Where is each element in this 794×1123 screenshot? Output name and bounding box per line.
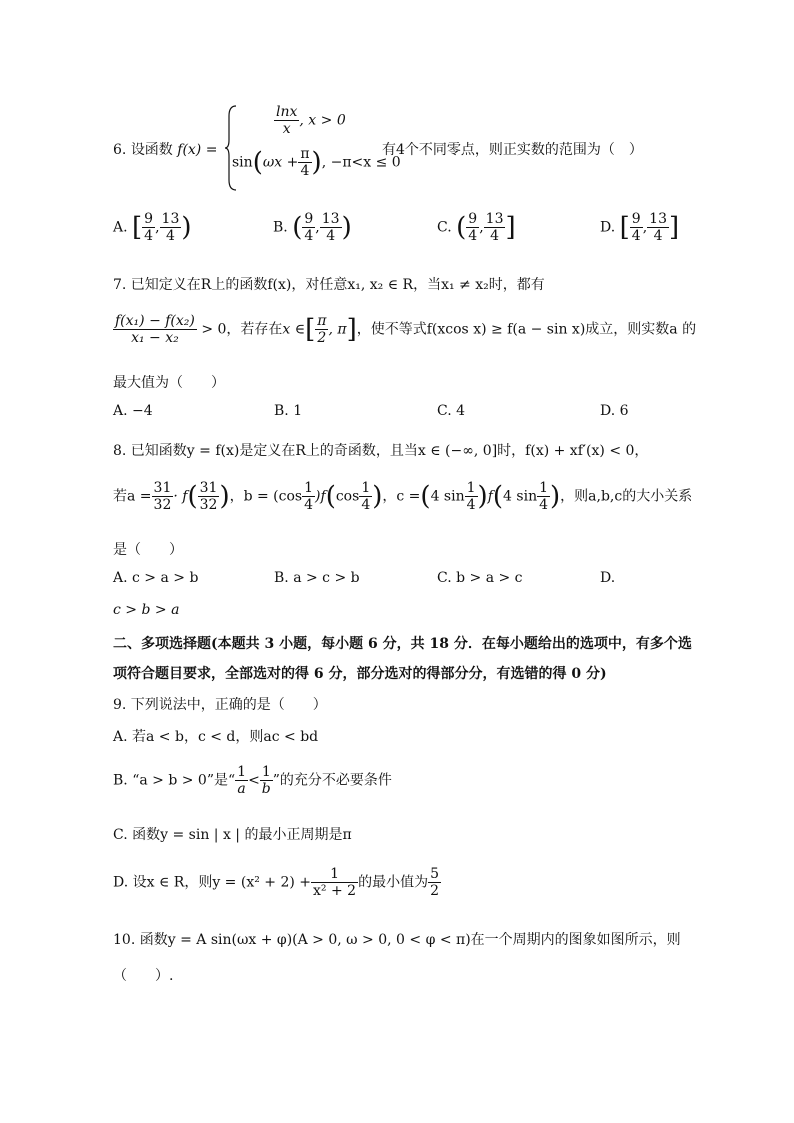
q6-stem-lead: 6. 设函数 f(x) = [113, 142, 218, 158]
q8-line3: 是（ ） [113, 542, 183, 558]
section2-line1: 二、多项选择题(本题共 3 小题，每小题 6 分，共 18 分．在每小题给出的选项中，有多个选 [113, 636, 692, 652]
q6-option-b[interactable]: B. ( $\frac{9}{4}$ , $\frac{13}{4}$ ) [273, 211, 352, 244]
q8-option-b[interactable]: B. a > c > b [274, 570, 360, 586]
q8-option-c[interactable]: C. b > a > c [437, 570, 523, 586]
q6-case2: sin(ωx + $\frac{\pi}{4}$ ), −π<x ≤ 0 [232, 146, 401, 179]
q6-option-d[interactable]: D. [ $\frac{9}{4}$ , $\frac{13}{4}$ ] [600, 211, 680, 244]
q8-line2: 若a = $\frac{31}{32}$ · f( $\frac{31}{32}$ )，b = (cos $\frac{1}{4}$ )f(cos $\frac{1}{4}$ )，c =(4 sin $\frac{1}{4}$ )f(4 sin $\frac{1}{4}$ )，则a,b,c的大小关系 [113, 480, 693, 513]
q8-option-a[interactable]: A. c > a > b [113, 570, 199, 586]
q6-option-a[interactable]: A. [ $\frac{9}{4}$ , $\frac{13}{4}$ ) [113, 211, 192, 244]
q9-option-c[interactable]: C. 函数y = sin | x | 的最小正周期是π [113, 827, 352, 843]
q9-option-a[interactable]: A. 若a < b，c < d，则ac < bd [113, 729, 319, 745]
q6-case1: $\frac{\ln x}{x}$ , x > 0 [276, 104, 346, 137]
q7-option-b[interactable]: B. 1 [274, 403, 303, 419]
q8-option-d[interactable]: D. [600, 570, 616, 586]
q7-line2: $\frac{\text{f(x₁) − f(x₂)}}{\text{x₁ − x₂}}$ > 0，若存在x ∈[ $\frac{\pi}{2}$ , π]，使不等式f(xcos x) ≥ f(a − sin x)成立，则实数a 的 [115, 313, 697, 346]
q6-stem-tail: 有4个不同零点，则正实数的范围为（ ） [382, 142, 643, 158]
q7-line3: 最大值为（ ） [113, 375, 225, 391]
q10-line2: （ ）. [113, 968, 174, 984]
q10-line1: 10. 函数y = A sin(ωx + φ)(A > 0, ω > 0, 0 < φ < π)在一个周期内的图象如图所示，则 [113, 932, 681, 948]
q6-option-c[interactable]: C. ( $\frac{9}{4}$ , $\frac{13}{4}$ ] [437, 211, 516, 244]
q9-stem: 9. 下列说法中，正确的是（ ） [113, 697, 327, 713]
q7-option-c[interactable]: C. 4 [437, 403, 466, 419]
q7-option-d[interactable]: D. 6 [600, 403, 629, 419]
q7-line1: 7. 已知定义在R上的函数f(x)，对任意x₁, x₂ ∈ R，当x₁ ≠ x₂时，都有 [113, 277, 545, 293]
q9-option-b[interactable]: B. “a > b > 0”是“ $\frac{1}{a}$ < $\frac{1}{b}$ ”的充分不必要条件 [113, 764, 392, 797]
q8-line1: 8. 已知函数y = f(x)是定义在R上的奇函数，且当x ∈ (−∞, 0]时，f(x) + xf′(x) < 0， [113, 443, 649, 459]
q9-option-d[interactable]: D. 设x ∈ R，则y = (x² + 2) + $\frac{1}{\text{x² + 2}}$ 的最小值为 $\frac{5}{2}$ [113, 866, 439, 899]
section2-line2: 项符合题目要求，全部选对的得 6 分，部分选对的得部分分，有选错的得 0 分) [113, 666, 607, 682]
q7-option-a[interactable]: A. −4 [113, 403, 153, 419]
q8-option-d-cont[interactable]: c > b > a [113, 602, 180, 618]
